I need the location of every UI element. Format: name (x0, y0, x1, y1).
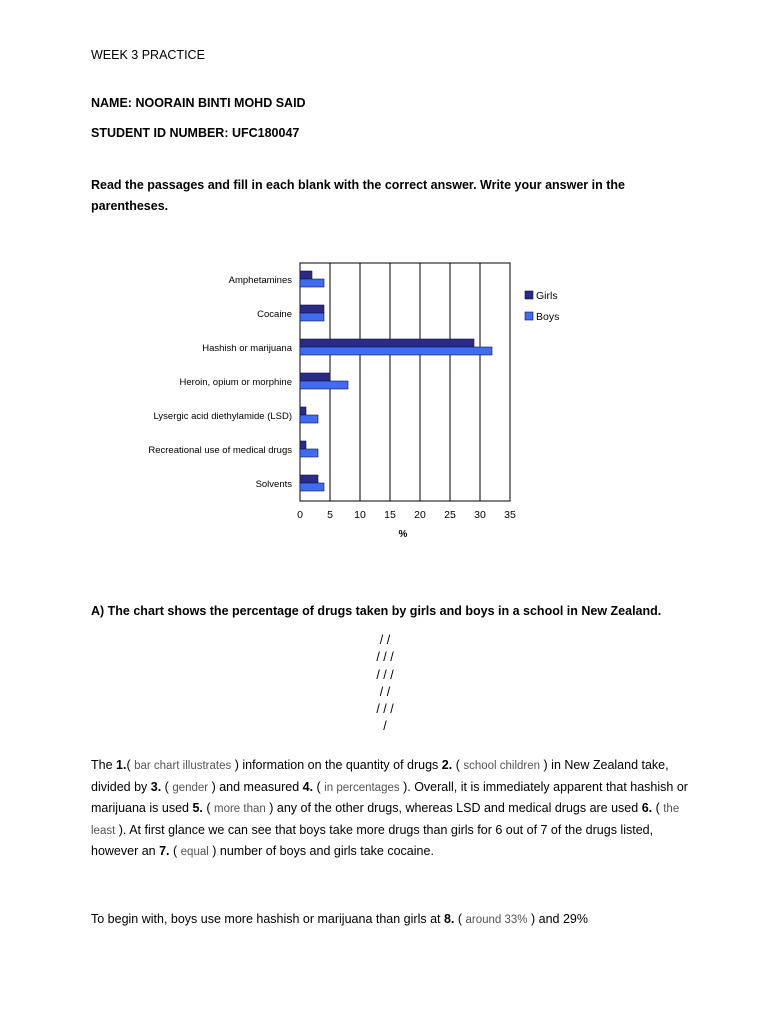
bar-girls (300, 305, 324, 313)
slash-line: / (383, 719, 387, 734)
slash-line: / / / (376, 667, 394, 682)
student-id: STUDENT ID NUMBER: UFC180047 (91, 126, 300, 140)
week-title: WEEK 3 PRACTICE (91, 48, 205, 62)
blank-number: 5. (192, 801, 203, 815)
slash-line: / / (379, 633, 391, 647)
legend-swatch (525, 291, 533, 299)
bar-boys (300, 449, 318, 457)
x-tick-label: 35 (504, 509, 516, 521)
blank-number: 6. (641, 801, 653, 815)
legend-label: Girls (536, 290, 558, 302)
text: ) number of boys and girls take cocaine. (208, 844, 434, 858)
x-tick-label: 20 (414, 509, 426, 521)
answer-7: equal (180, 846, 209, 858)
slash-line: / / (379, 684, 391, 699)
text: ( (169, 844, 181, 858)
passage-paragraph-1 (91, 755, 691, 863)
text: ( (202, 801, 214, 815)
x-tick-label: 5 (327, 509, 333, 521)
answer-5: more than (214, 803, 266, 815)
category-label: Hashish or marijuana (202, 343, 292, 354)
answer-6: the least (91, 803, 680, 837)
answer-8: around 33% (465, 914, 528, 926)
answer-4: in percentages (324, 781, 400, 794)
text: To begin with, boys use more hashish or marijuana than girls at (91, 912, 444, 926)
bar-boys (300, 415, 318, 423)
x-tick-label: 30 (474, 509, 486, 521)
text: ( (652, 801, 664, 815)
bar-boys (300, 381, 348, 389)
passage-paragraph-2 (91, 909, 691, 931)
text: ) and measured (208, 779, 303, 794)
answer-3: gender (172, 781, 209, 794)
bar-boys (300, 483, 324, 491)
x-tick-label: 0 (297, 509, 303, 521)
blank-number: 8. (443, 912, 455, 926)
category-label: Cocaine (257, 309, 292, 320)
text: ). Overall, it is immediately apparent that hashish or marijuana is used (91, 779, 688, 815)
text: ( (313, 779, 325, 794)
category-label: Amphetamines (228, 275, 292, 286)
bar-girls (300, 271, 312, 279)
slash-line: / / / (376, 650, 394, 665)
bar-boys (300, 347, 492, 355)
text: ) in New Zealand take, divided by (91, 758, 669, 794)
legend-label: Boys (536, 311, 560, 323)
answer-2: school children (463, 760, 541, 772)
blank-number: 7. (159, 844, 170, 858)
slash-line: / / / (376, 702, 394, 717)
x-axis-label: % (398, 529, 408, 540)
x-tick-label: 10 (354, 509, 366, 521)
text: ( (161, 779, 173, 794)
bar-boys (300, 313, 324, 321)
bar-girls (300, 407, 306, 415)
text: ( (126, 758, 135, 772)
text: ) and 29% (527, 912, 589, 926)
text: ) information on the quantity of drugs (231, 758, 442, 772)
legend-swatch (525, 312, 533, 320)
blank-number: 2. (441, 758, 453, 772)
student-name: NAME: NOORAIN BINTI MOHD SAID (91, 96, 306, 110)
text: ). At first glance we can see that boys take more drugs than girls for 6 out of 7 of the drugs listed, however an (91, 822, 654, 858)
text: The (91, 758, 117, 772)
slash-marks (340, 632, 430, 736)
blank-number: 3. (150, 779, 162, 794)
category-label: Heroin, opium or morphine (179, 377, 292, 388)
blank-number: 4. (302, 779, 314, 794)
bar-girls (300, 373, 330, 381)
text: ( (454, 912, 466, 926)
category-label: Solvents (255, 479, 292, 490)
instructions: Read the passages and fill in each blank with the correct answer. Write your answer in the parentheses. (91, 178, 625, 213)
category-label: Lysergic acid diethylamide (LSD) (153, 411, 292, 422)
answer-1: bar chart illustrates (134, 760, 232, 772)
text: ( (452, 758, 464, 772)
bar-girls (300, 339, 474, 347)
question-a-title: A) The chart shows the percentage of drugs taken by girls and boys in a school in New Zealand. (91, 604, 662, 618)
x-tick-label: 15 (384, 509, 396, 521)
x-tick-label: 25 (444, 509, 456, 521)
category-label: Recreational use of medical drugs (148, 445, 292, 456)
bar-girls (300, 475, 318, 483)
bar-girls (300, 441, 306, 449)
bar-boys (300, 279, 324, 287)
blank-number: 1. (116, 758, 127, 772)
text: ) any of the other drugs, whereas LSD and medical drugs are used (265, 801, 642, 815)
drug-use-bar-chart (145, 258, 585, 550)
